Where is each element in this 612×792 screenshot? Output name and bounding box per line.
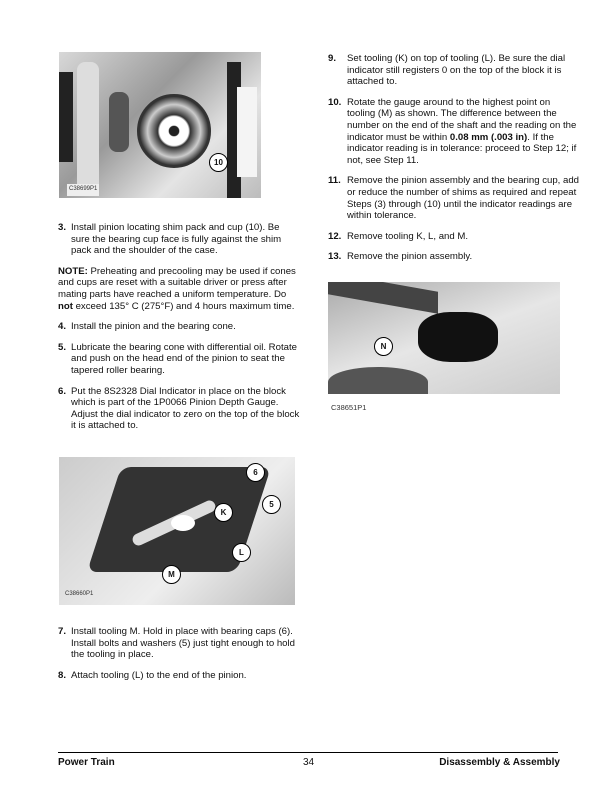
step-13: 13. Remove the pinion assembly. [328,251,473,263]
figure-id: C38699P1 [67,184,99,196]
figure-id: C38651P1 [331,403,367,412]
callout-k: K [214,503,233,522]
note: NOTE: Preheating and precooling may be used if cones and cups are reset with a suitable driver or press after mating parts have reached a uniform temperature. Do not exceed 135° C (275°F) and 4 hours maximum time. [58,265,296,312]
step-8: 8. Attach tooling (L) to the end of the pinion. [58,669,247,681]
step-11: 11. Remove the pinion assembly and the bearing cup, add or reduce the number of shims as required and repeat Steps (3) through (10) until the indicator readings are within tolerance. [328,175,579,222]
callout-10: 10 [209,153,228,172]
callout-l: L [232,543,251,562]
photo-tooling-install [59,457,295,605]
callout-6: 6 [246,463,265,482]
step-6: 6. Put the 8S2328 Dial Indicator in place on the block which is part of the 1P0066 Pinion Depth Gauge. Adjust the dial indicator to zero on the top of the block it is attached to. [58,385,300,432]
step-7: 7. Install tooling M. Hold in place with bearing caps (6). Install bolts and washers (5) just tight enough to hold the tooling in place. [58,626,295,661]
step-5: 5. Lubricate the bearing cone with differential oil. Rotate and push on the head end of the pinion to seat the tapered roller bearing. [58,341,297,376]
step-12: 12. Remove tooling K, L, and M. [328,230,469,242]
footer-rule [58,752,558,753]
callout-n: N [374,337,393,356]
footer-chapter: Disassembly & Assembly [439,757,560,768]
callout-5: 5 [262,495,281,514]
gear-image [137,94,211,168]
photo-pinion-bearing-cup [59,52,261,198]
step-10: 10. Rotate the gauge around to the highest point on tooling (M) as shown. The difference between the number on the end of the shaft and the reading on the indicator must be within 0.08 mm (.003 in). If the indicator reading is in tolerance: proceed to Step 12; if not, see Step 11. [328,96,577,166]
figure-id: C38660P1 [65,591,94,597]
page-number: 34 [303,757,315,768]
photo-pinion-removal [328,282,560,394]
step-3: 3. Install pinion locating shim pack and cup (10). Be sure the bearing cup face is fully against the shim pack and the shoulder of the case. [58,222,282,257]
footer-section: Power Train [58,757,115,768]
step-4: 4. Install the pinion and the bearing cone. [58,321,236,333]
callout-m: M [162,565,181,584]
step-9: 9. Set tooling (K) on top of tooling (L). Be sure the dial indicator still registers 0 on the top of the block it is attached to. [328,53,566,88]
